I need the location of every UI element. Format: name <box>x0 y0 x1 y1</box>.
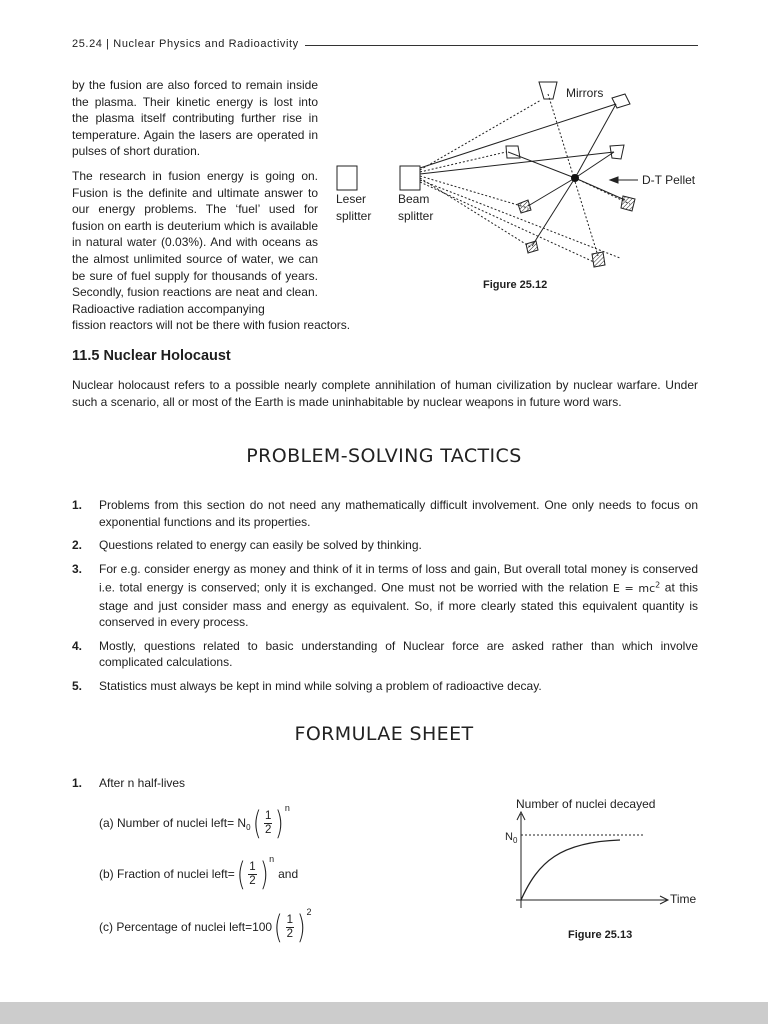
formula-b: (b) Fraction of nuclei left = ( $\frac{1}{2}$ ) n and <box>99 854 299 893</box>
figure-laser-fusion <box>330 72 700 312</box>
dt-pellet <box>571 174 579 182</box>
decay-curve <box>521 840 620 900</box>
exponent-2: 2 <box>306 907 312 917</box>
item-number: 1. <box>72 498 83 512</box>
equation-emc: $E = mc^2$ <box>612 580 661 596</box>
item-text: Problems from this section do not need any mathematically difficult involvement. One only needs to focus on exponential functions and its properties. <box>99 498 698 529</box>
mirror-top <box>539 82 557 99</box>
curve-title: Number of nuclei decayed <box>516 797 656 811</box>
y-mark-n0: $N_0$ <box>505 831 518 845</box>
list-item <box>72 638 698 671</box>
formula-c: (c) Percentage of nuclei left =100 ( $\frac{1}{2}$ ) 2 <box>99 907 312 946</box>
figure-13-caption: Figure 25.13 <box>568 929 633 941</box>
label-leser: Leser <box>336 192 367 206</box>
list-item <box>72 537 698 554</box>
formulae-heading: FORMULAE SHEET <box>294 723 474 745</box>
figure-12-caption: Figure 25.12 <box>483 279 548 291</box>
hatched-mirror-2 <box>621 196 635 211</box>
formula-b-tail: and <box>278 867 299 881</box>
formula-b-label: (b) Fraction of nuclei left <box>99 867 228 881</box>
header-text: 25.24 | Nuclear Physics and Radioactivity <box>72 38 305 50</box>
item-text-continued: at this stage and just consider mass and energy as equivalent. So, if more clearly stated this equivalent quantity is conserved in every process. <box>99 581 698 630</box>
item-text: Statistics must always be kept in mind while solving a problem of radioactive decay. <box>99 679 542 693</box>
tactics-heading: PROBLEM-SOLVING TACTICS <box>246 445 522 467</box>
formula-a: (a) Number of nuclei left = N 0 ( $\frac{1}{2}$ ) n <box>99 803 290 842</box>
pellet-arrow <box>610 177 638 183</box>
label-mirrors: Mirrors <box>566 86 604 100</box>
item-text: For e.g. consider energy as money and think of it in terms of loss and gain, But overall total money is conserved i.e. total energy is conserved; only it is exchanged. One must not be worried with the relation <box>99 561 698 596</box>
running-header <box>72 37 698 53</box>
fraction-half: $\frac{1}{2}$ <box>286 913 293 940</box>
item-number: 5. <box>72 679 83 693</box>
hatched-mirror-4 <box>592 252 605 267</box>
beam-splitter-box <box>400 166 420 190</box>
solid-beams <box>420 104 625 246</box>
item-number: 4. <box>72 638 83 653</box>
intro-column <box>72 77 351 334</box>
intro-paragraph-1: by the fusion are also forced to remain inside the plasma. Their kinetic energy is lost into the plasma itself contributing further rise in temperature. Again the lasers are operated in pulses of short duration. <box>72 78 318 159</box>
item-text: Mostly, questions related to basic understanding of Nuclear force are asked rather than which involve complicated calculations. <box>99 638 698 670</box>
item-number: 1. <box>72 776 83 790</box>
leser-splitter-box <box>337 166 357 190</box>
section-title: 11.5 Nuclear Holocaust <box>72 348 231 364</box>
formula-a-label: (a) Number of nuclei left <box>99 816 228 830</box>
tactics-list <box>72 497 698 702</box>
decay-curve-diagram <box>498 792 708 924</box>
intro-paragraph-2-tail: fission reactors will not be there with fusion reactors. <box>72 318 351 333</box>
label-leser-splitter: splitter <box>336 209 372 223</box>
intro-paragraph-2: The research in fusion energy is going on. Fusion is the definite and ultimate answer to our energy problems. The ‘fuel’ used for fusion on earth is deuterium which is available in natural water (0.03%). And with oceans as the almost unlimited source of water, we can be sure of fuel supply for thousands of years. Secondly, fusion reactions are neat and clean. Radioactive radiation accompanying <box>72 168 318 316</box>
dotted-beams <box>420 94 630 262</box>
item-text: After n half-lives <box>99 776 186 790</box>
list-item <box>72 497 698 530</box>
exponent-n: n <box>284 803 290 813</box>
formula-c-label: (c) Percentage of nuclei left <box>99 920 246 934</box>
formula-c-equals: =100 <box>245 920 273 934</box>
list-item <box>72 678 698 695</box>
item-text: Questions related to energy can easily be solved by thinking. <box>99 538 422 553</box>
fraction-half: $\frac{1}{2}$ <box>265 809 272 836</box>
label-beam-splitter: splitter <box>398 209 434 223</box>
label-dt-pellet: D-T Pellet <box>642 173 696 187</box>
footer-bar <box>0 1002 768 1024</box>
hatched-mirror-3 <box>526 241 538 253</box>
item-number: 3. <box>72 561 83 576</box>
section-body: Nuclear holocaust refers to a possible nearly complete annihilation of human civilization by nuclear warfare. Under such a scenario, all or most of the Earth is made uninhabitable by nuclear weapons in future word wars. <box>72 378 698 409</box>
label-beam: Beam <box>398 192 430 206</box>
figure-decay-curve <box>498 792 708 924</box>
formula-b-equals: = <box>227 867 235 881</box>
hatched-mirror-1 <box>518 200 531 213</box>
list-item <box>72 561 698 631</box>
fraction-half: $\frac{1}{2}$ <box>249 860 256 887</box>
laser-fusion-diagram <box>330 72 700 312</box>
x-label-time: Time <box>670 892 697 906</box>
exponent-n: n <box>269 854 275 864</box>
formula-a-subscript: 0 <box>246 822 251 832</box>
item-number: 2. <box>72 538 83 553</box>
formula-a-equals: = N <box>227 816 247 830</box>
